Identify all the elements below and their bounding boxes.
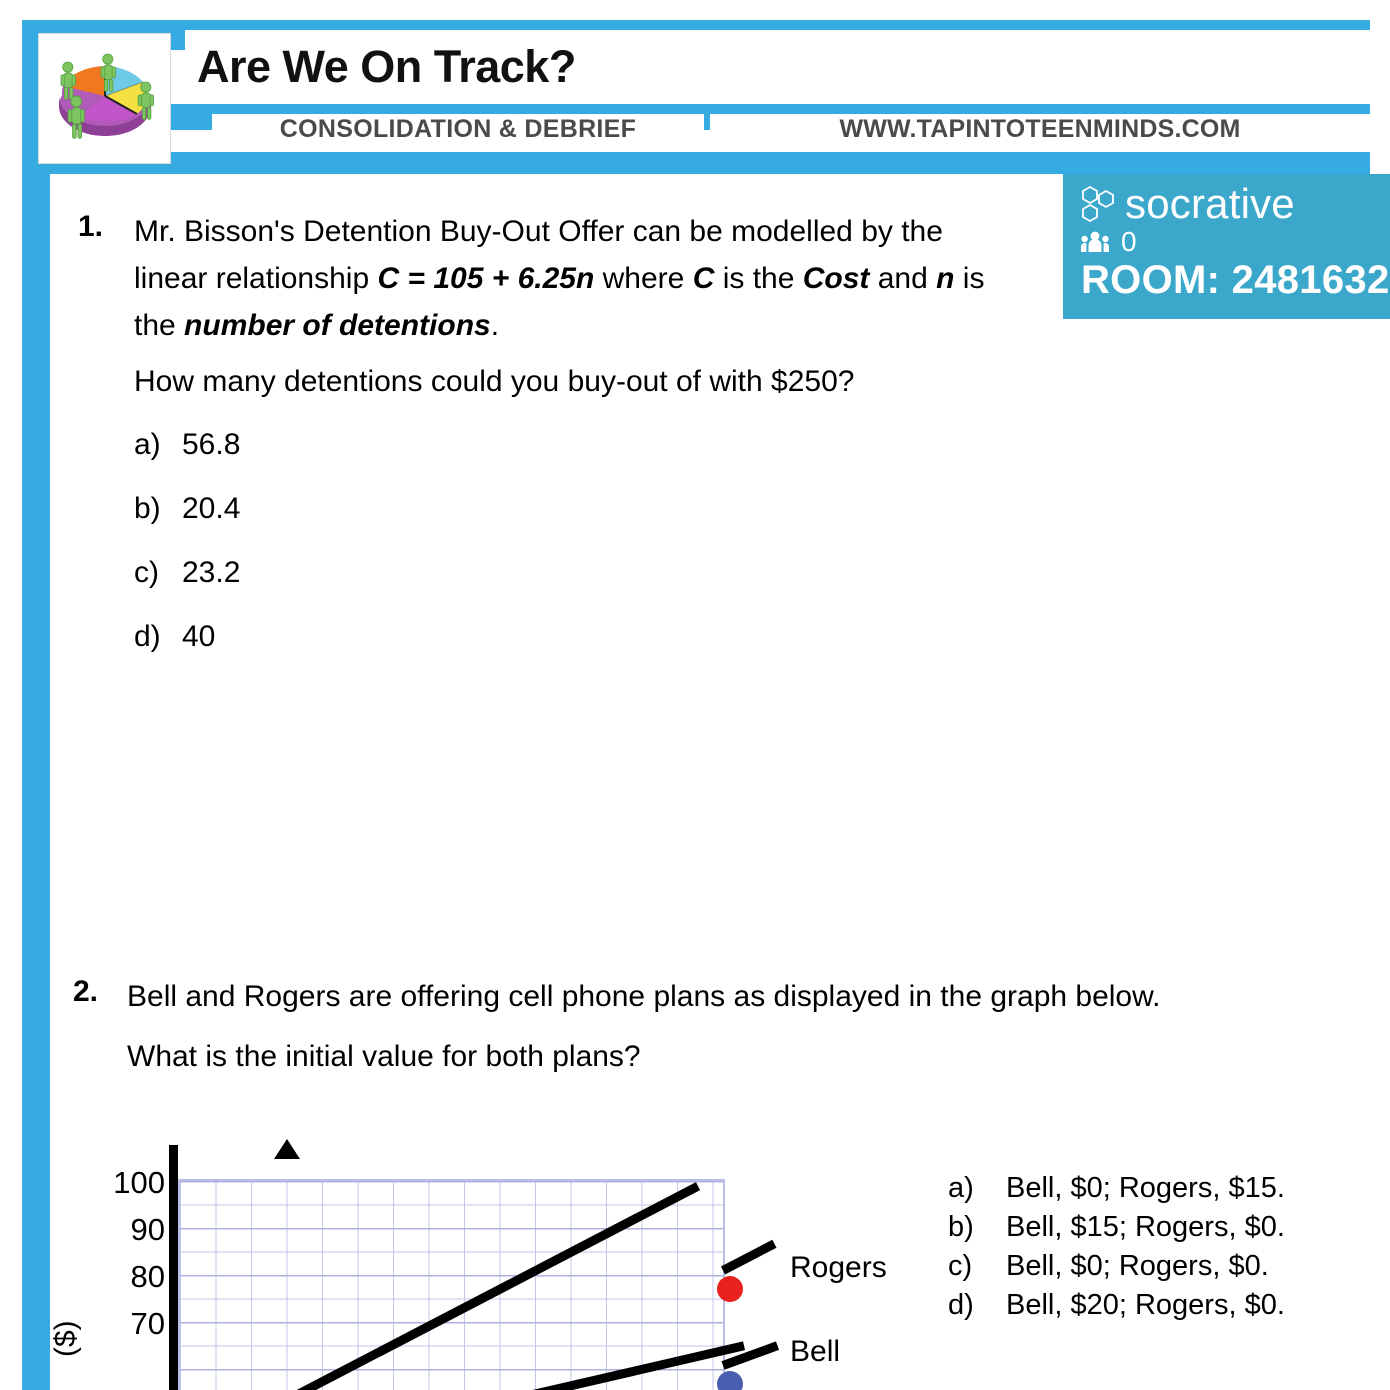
- url-plate: [710, 114, 1370, 145]
- page-subtitle: CONSOLIDATION & DEBRIEF: [279, 115, 637, 143]
- frame-bottom-bar: [22, 152, 1370, 174]
- socrative-room-code: ROOM: 2481632: [1081, 258, 1390, 302]
- hexagon-molecule-icon: [1081, 185, 1115, 223]
- pie-chart-people-logo-icon: [38, 33, 171, 164]
- y-tick-label: 100: [113, 1165, 165, 1200]
- option-text: Bell, $20; Rogers, $0.: [1006, 1289, 1285, 1321]
- y-tick-label: 90: [130, 1212, 165, 1247]
- option-letter: b): [134, 492, 161, 525]
- option-letter: d): [134, 620, 161, 653]
- page-title: Are We On Track?: [197, 41, 576, 92]
- question-2-options: [948, 1172, 1285, 1328]
- option-letter: c): [948, 1250, 973, 1282]
- page-title-plate: [185, 30, 1370, 104]
- socrative-brand: socrative: [1125, 180, 1295, 227]
- question-2-number: 2.: [73, 975, 99, 1008]
- rogers-line-tail: [721, 1240, 777, 1275]
- rogers-data-point: [717, 1276, 743, 1302]
- title-plate-right-filler: [1338, 30, 1370, 104]
- option-row[interactable]: [948, 1211, 1285, 1244]
- chart-plot-area: [178, 1179, 725, 1390]
- option-letter: c): [134, 556, 159, 589]
- socrative-badge: [1063, 174, 1390, 319]
- option-letter: b): [948, 1211, 974, 1243]
- y-tick-label: 70: [130, 1306, 165, 1341]
- socrative-students-row: [1081, 228, 1390, 256]
- y-tick-label: 80: [130, 1259, 165, 1294]
- option-letter: a): [134, 428, 161, 461]
- option-text: Bell, $15; Rogers, $0.: [1006, 1211, 1285, 1243]
- site-url: WWW.TAPINTOTEENMINDS.COM: [839, 115, 1241, 143]
- option-row[interactable]: [134, 492, 240, 526]
- question-2-subprompt: What is the initial value for both plans?: [127, 1040, 641, 1073]
- frame-left-bar: [22, 20, 50, 1390]
- rogers-series-label: Rogers: [790, 1251, 887, 1284]
- chart-y-axis-label: ($): [49, 1320, 82, 1357]
- option-text: 56.8: [182, 428, 241, 461]
- pie-chart-people-icon: [39, 34, 170, 163]
- bell-data-point: [717, 1371, 743, 1390]
- option-row[interactable]: [134, 428, 240, 462]
- question-1-options: [134, 428, 240, 684]
- option-row[interactable]: [948, 1250, 1285, 1283]
- option-text: Bell, $0; Rogers, $15.: [1006, 1172, 1285, 1204]
- socrative-student-count: 0: [1121, 226, 1137, 257]
- option-row[interactable]: [134, 556, 240, 590]
- option-text: 40: [182, 620, 216, 653]
- chart-y-axis: [169, 1145, 178, 1390]
- option-row[interactable]: [948, 1172, 1285, 1205]
- y-axis-arrow-icon: [274, 1139, 300, 1159]
- people-group-icon: [1081, 230, 1109, 254]
- question-1-subprompt: How many detentions could you buy-out of with $250?: [134, 365, 855, 398]
- chart-y-tick-labels: [103, 1135, 165, 1390]
- subtitle-plate: [212, 114, 704, 145]
- bell-series-label: Bell: [790, 1335, 841, 1368]
- question-2-body: Bell and Rogers are offering cell phone plans as displayed in the graph below.: [127, 980, 1161, 1013]
- question-1-number: 1.: [78, 210, 104, 243]
- question-1-body: Mr. Bisson's Detention Buy-Out Offer can be modelled by the linear relationship C = 105 + 6.25n where C is the Cost and n is the number of detentions.: [134, 215, 985, 342]
- option-letter: d): [948, 1289, 974, 1321]
- socrative-brand-row: [1081, 182, 1390, 226]
- option-row[interactable]: [948, 1289, 1285, 1322]
- option-letter: a): [948, 1172, 974, 1204]
- option-row[interactable]: [134, 620, 240, 654]
- option-text: Bell, $0; Rogers, $0.: [1006, 1250, 1269, 1282]
- option-text: 23.2: [182, 556, 241, 589]
- cell-phone-plans-chart: [49, 1135, 887, 1390]
- option-text: 20.4: [182, 492, 241, 525]
